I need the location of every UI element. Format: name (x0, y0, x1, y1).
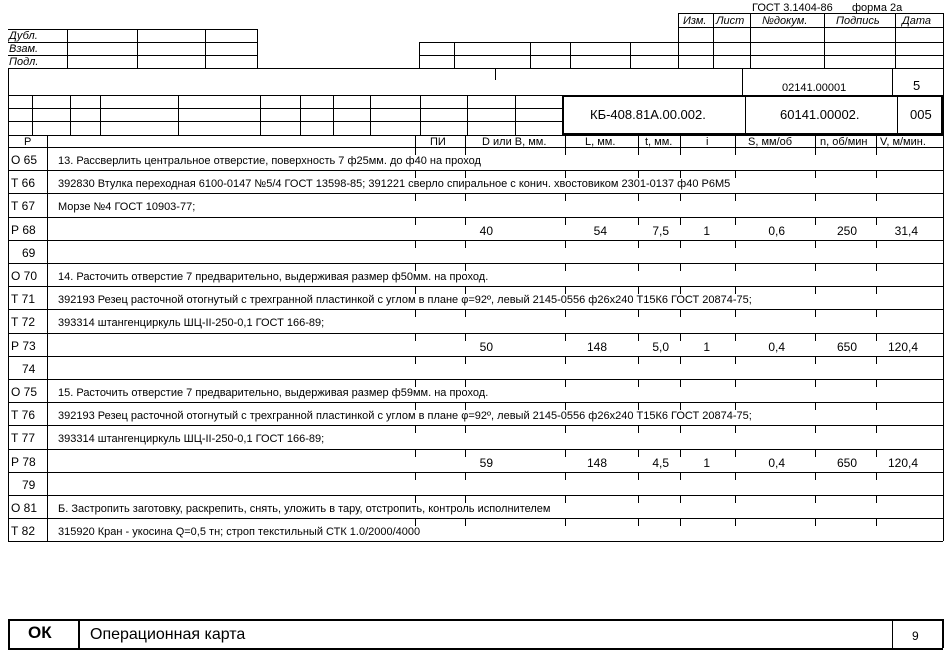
row-code: Т 66 (11, 176, 36, 191)
row-t-value: 7,5 (652, 223, 669, 238)
op-number: 005 (910, 107, 932, 122)
col-header-t: t, мм. (645, 136, 673, 148)
row-text: 393314 штангенциркуль ШЦ-II-250-0,1 ГОСТ 166-89; (58, 433, 325, 446)
row-s-value: 0,4 (768, 455, 785, 470)
label-podl: Подл. (9, 56, 39, 68)
row-text: 13. Рассверлить центральное отверстие, поверхность 7 ф25мм. до ф40 на проход (58, 155, 481, 167)
row-code: 79 (22, 477, 36, 492)
form-label: форма 2а (852, 2, 903, 14)
row-text: 15. Расточить отверстие 7 предварительно, выдерживая размер ф59мм. на проход. (58, 387, 489, 399)
row-v-value: 120,4 (887, 339, 918, 354)
col-header-l: L, мм. (585, 136, 616, 148)
row-i-value: 1 (703, 223, 710, 238)
row-code: Р 73 (11, 338, 36, 353)
row-code: Т 77 (11, 431, 36, 446)
col-header-p: Р (24, 136, 32, 148)
stamp-label-izm: Изм. (683, 15, 707, 27)
stamp-label-sign: Подпись (836, 15, 880, 27)
doc-number: 60141.00002. (780, 107, 860, 122)
footer-page: 9 (912, 629, 919, 643)
row-text: 393314 штангенциркуль ШЦ-II-250-0,1 ГОСТ 166-89; (58, 317, 325, 330)
row-v-value: 31,4 (894, 223, 918, 238)
row-code: О 70 (11, 269, 38, 283)
row-code: Т 76 (11, 408, 36, 423)
row-code: Р 68 (11, 222, 36, 237)
row-l-value: 54 (593, 223, 607, 238)
row-code: Т 71 (11, 292, 36, 307)
label-vzam: Взам. (9, 43, 39, 55)
drawing-number: КБ-408.81А.00.002. (590, 107, 706, 122)
doc-code-small: 02141.00001 (782, 82, 847, 94)
row-text: 392830 Втулка переходная 6100-0147 №5/4 ГОСТ 13598-85; 391221 сверло спиральное с конич. хвостовиком 2301-0137 ф40 Р6М5 (58, 178, 731, 191)
row-v-value: 120,4 (887, 455, 918, 470)
row-code: 69 (22, 245, 36, 260)
row-code: О 75 (11, 385, 38, 399)
row-n-value: 650 (836, 455, 857, 470)
row-t-value: 5,0 (652, 339, 669, 354)
row-n-value: 250 (836, 223, 857, 238)
row-l-value: 148 (586, 455, 607, 470)
row-n-value: 650 (836, 339, 857, 354)
row-i-value: 1 (703, 455, 710, 470)
sheet-small: 5 (913, 78, 921, 93)
row-text: 392193 Резец расточной отогнутый с трехгранной пластинкой с углом в плане φ=92º, левый 2145-0556 ф26х240 Т15К6 ГОСТ 20874-75; (58, 410, 752, 423)
row-text: Морзе №4 ГОСТ 10903-77; (58, 201, 196, 214)
col-header-s: S, мм/об (748, 136, 793, 148)
col-header-pi: ПИ (430, 136, 446, 148)
stamp-label-list: Лист (716, 15, 745, 27)
row-code: О 65 (11, 153, 38, 167)
row-s-value: 0,4 (768, 339, 785, 354)
row-d-value: 50 (479, 339, 493, 354)
footer-title: Операционная карта (90, 626, 246, 643)
label-dubl: Дубл. (9, 30, 38, 42)
row-code: Т 67 (11, 199, 36, 214)
row-i-value: 1 (703, 339, 710, 354)
footer-code: ОК (28, 623, 52, 642)
row-s-value: 0,6 (768, 223, 785, 238)
row-l-value: 148 (586, 339, 607, 354)
row-code: Т 72 (11, 315, 36, 330)
row-text: Б. Застропить заготовку, раскрепить, снять, уложить в тару, отстропить, контроль исполнителем (58, 503, 551, 515)
stamp-label-docnum: №докум. (762, 15, 808, 27)
row-d-value: 40 (479, 223, 493, 238)
col-header-v: V, м/мин. (880, 136, 926, 148)
col-header-i: i (706, 136, 709, 148)
row-code: Т 82 (11, 524, 36, 539)
row-code: 74 (22, 361, 36, 376)
gost-label: ГОСТ 3.1404-86 (752, 2, 833, 14)
row-code: О 81 (11, 501, 38, 515)
row-code: Р 78 (11, 454, 36, 469)
col-header-d: D или В, мм. (482, 136, 547, 148)
row-d-value: 59 (479, 455, 493, 470)
row-text: 14. Расточить отверстие 7 предварительно, выдерживая размер ф50мм. на проход. (58, 271, 489, 283)
row-text: 392193 Резец расточной отогнутый с трехгранной пластинкой с углом в плане φ=92º, левый 2145-0556 ф26х240 Т15К6 ГОСТ 20874-75; (58, 294, 752, 307)
stamp-label-date: Дата (902, 15, 932, 27)
row-text: 315920 Кран - укосина Q=0,5 тн; строп текстильный СТК 1.0/2000/4000 (58, 526, 421, 539)
col-header-n: n, об/мин (820, 136, 868, 148)
row-t-value: 4,5 (652, 455, 669, 470)
